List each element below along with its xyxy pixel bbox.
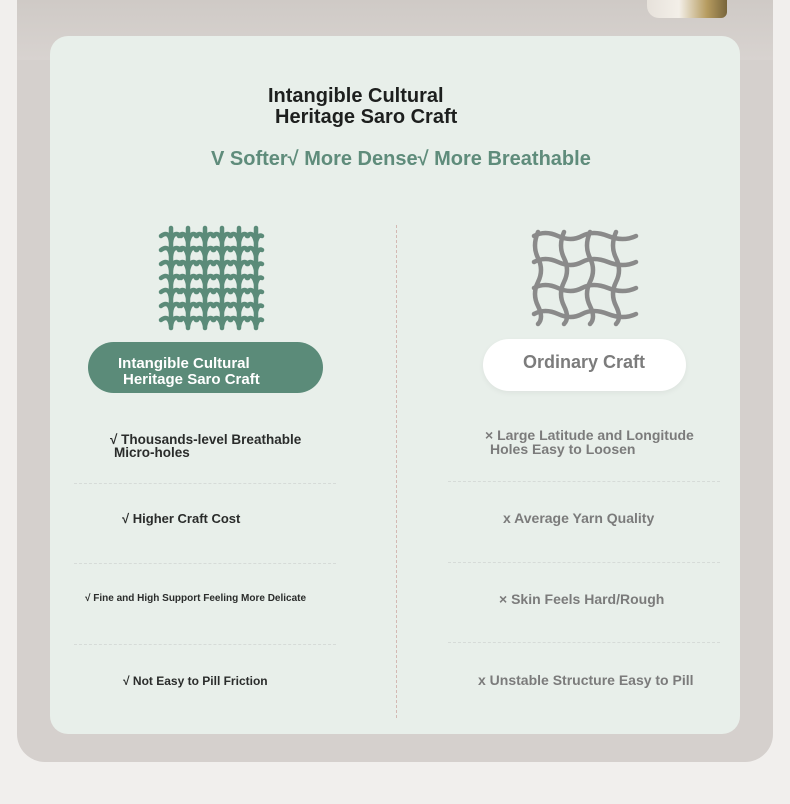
dense-weave-icon [157,224,265,332]
ordinary-feature-skin: × Skin Feels Hard/Rough [499,591,665,607]
gold-clasp-detail [647,0,727,18]
row-divider [74,563,336,564]
saro-feature-breathable [110,433,301,459]
saro-label-line-1: Intangible Cultural [118,355,250,372]
saro-feature-pilling: √ Not Easy to Pill Friction [123,674,268,688]
ordinary-feature-holes-line-2: Holes Easy to Loosen [490,441,636,457]
saro-craft-label[interactable] [88,342,323,393]
benefits-subtitle: V Softer√ More Dense√ More Breathable [211,148,591,170]
saro-feature-cost: √ Higher Craft Cost [122,511,241,526]
ordinary-feature-holes-line-1: × Large Latitude and Longitude [485,427,694,443]
row-divider [74,483,336,484]
saro-label-line-2: Heritage Saro Craft [123,371,260,388]
row-divider [74,644,336,645]
ordinary-feature-structure: x Unstable Structure Easy to Pill [478,672,694,688]
column-divider [396,225,397,718]
row-divider [448,642,720,643]
row-divider [448,481,720,482]
title-line-2: Heritage Saro Craft [275,106,458,128]
row-divider [448,562,720,563]
saro-feature-support: √ Fine and High Support Feeling More Delicate [85,593,307,604]
title-line-1: Intangible Cultural [268,85,444,107]
saro-feature-breathable-line-1: √ Thousands-level Breathable [110,432,302,447]
ordinary-craft-label[interactable] [483,339,686,391]
loose-mesh-icon [530,228,642,328]
ordinary-feature-yarn: x Average Yarn Quality [503,510,655,526]
page-title [268,86,548,128]
ordinary-feature-holes [485,428,694,456]
ordinary-label-text: Ordinary Craft [523,352,646,372]
saro-feature-breathable-line-2: Micro-holes [114,445,190,460]
